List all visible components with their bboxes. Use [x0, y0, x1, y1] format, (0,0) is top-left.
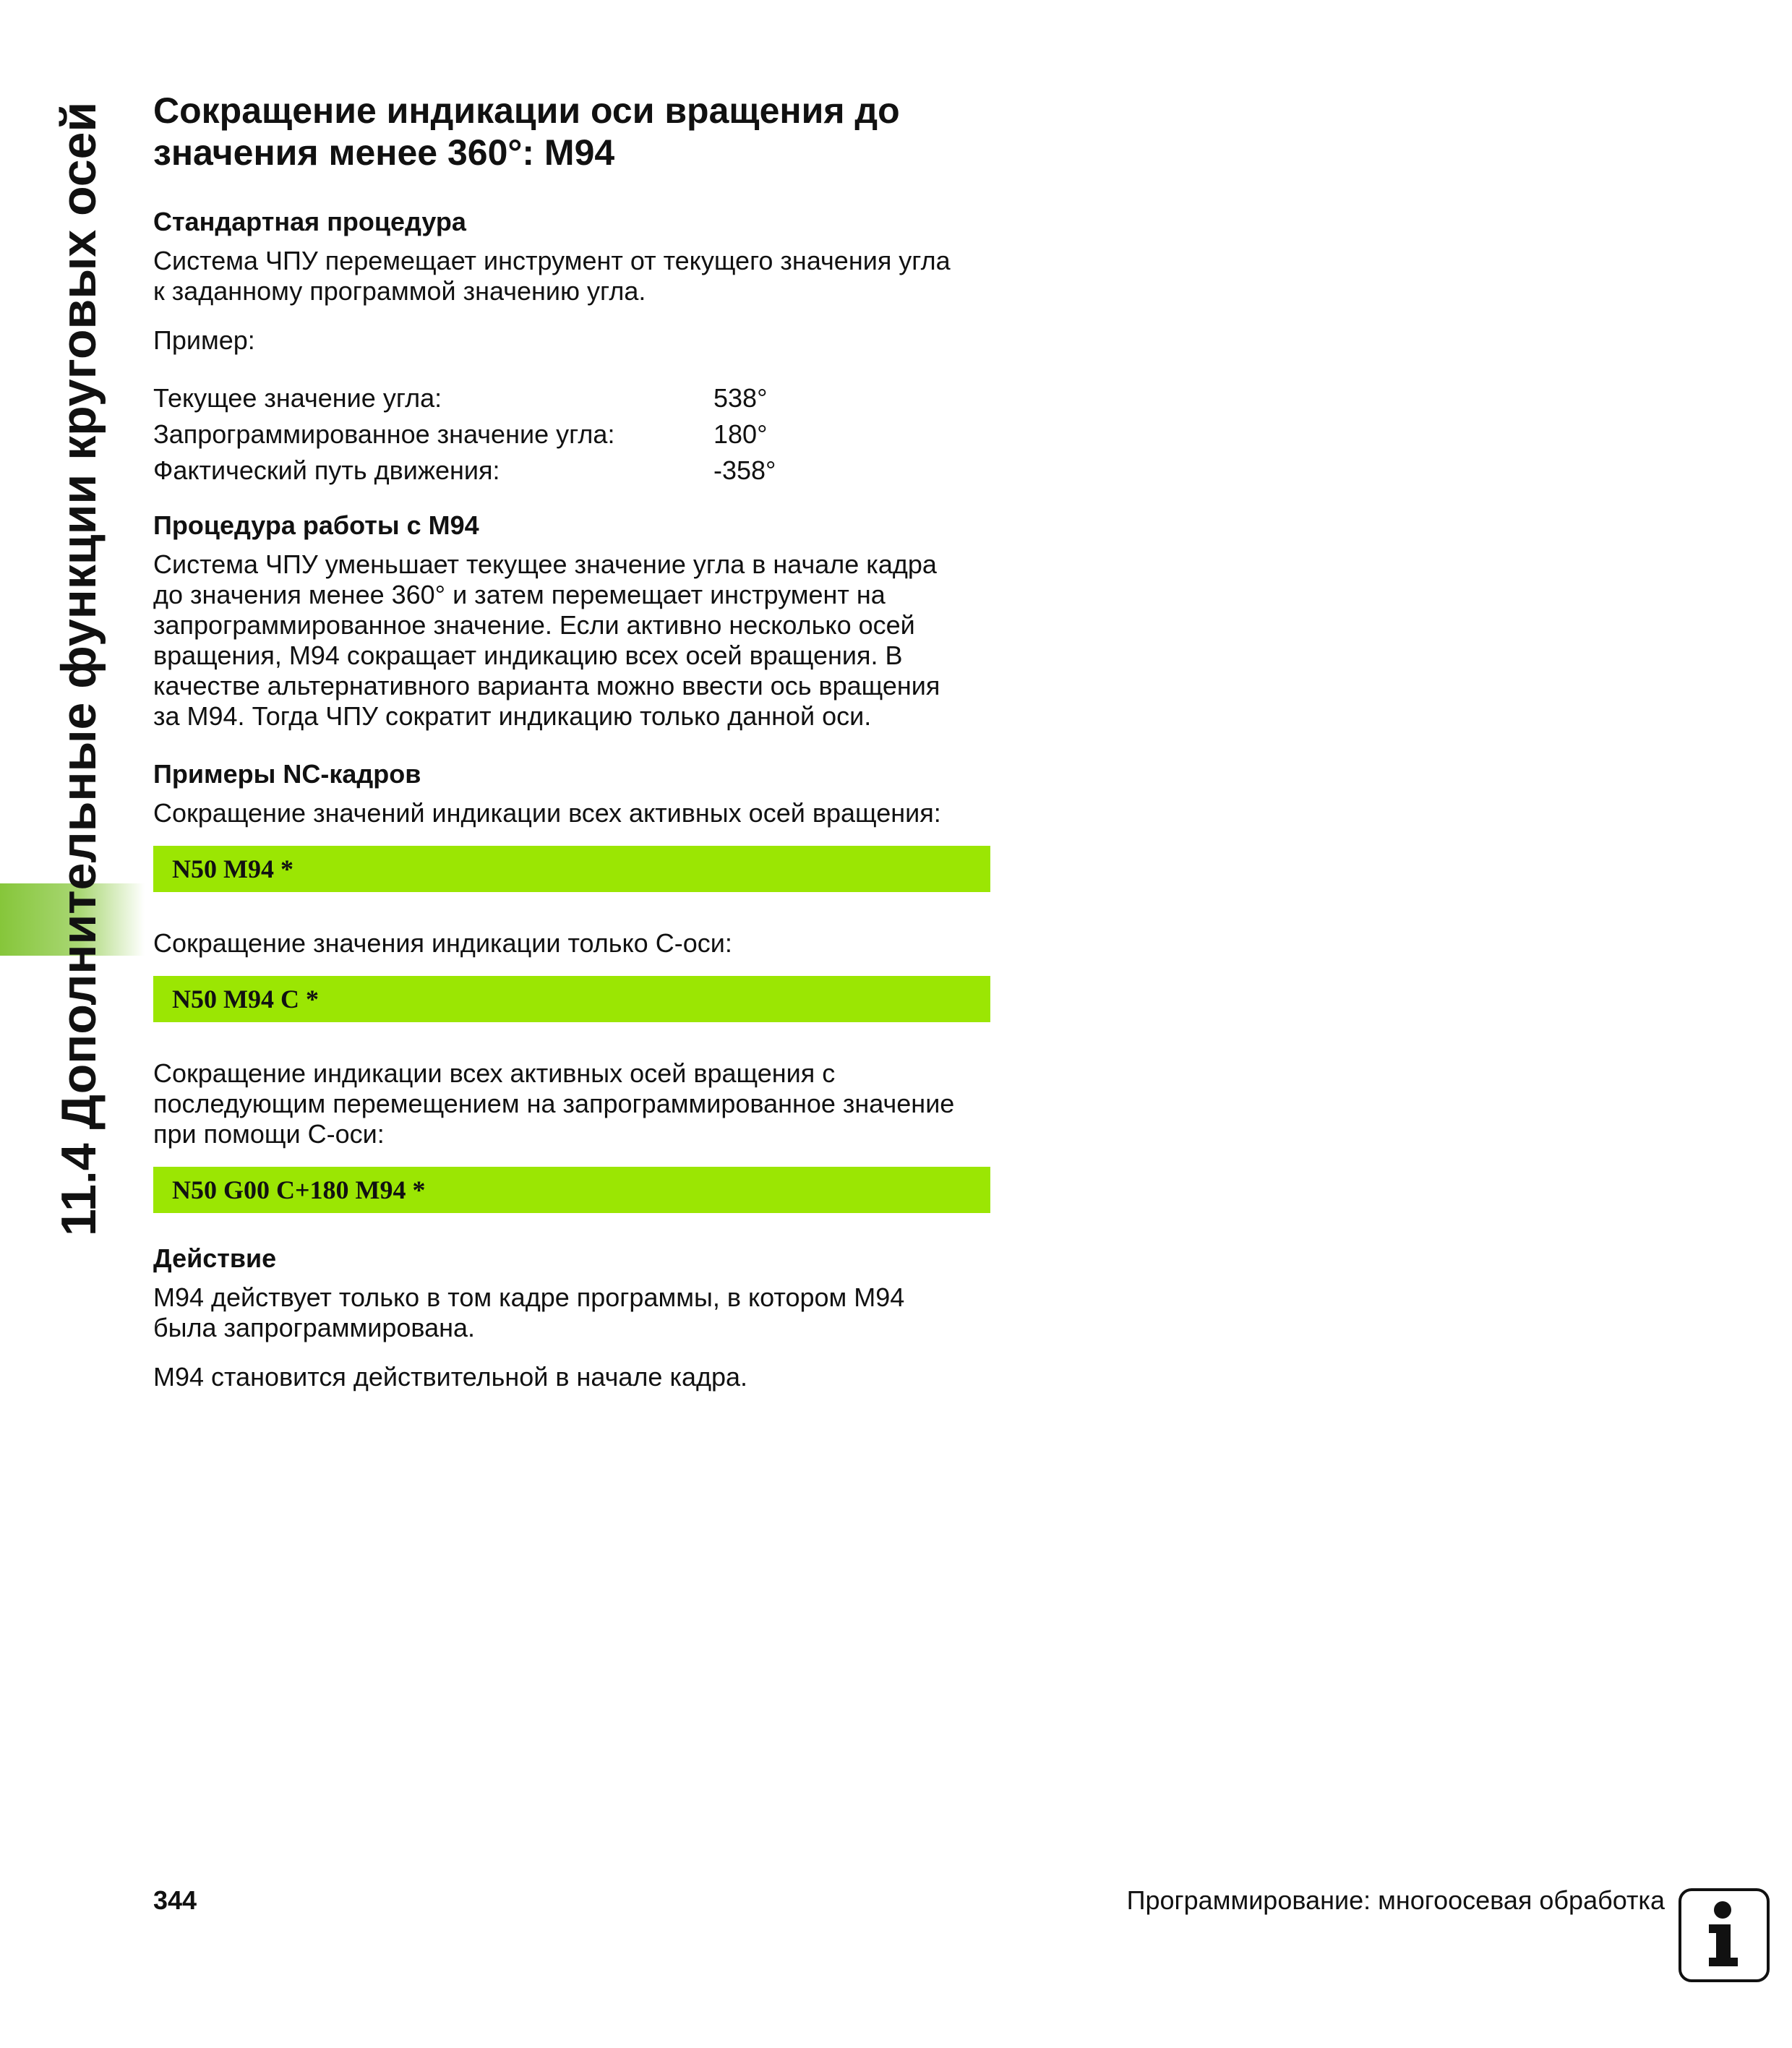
info-icon	[1679, 1888, 1770, 1982]
footer-chapter-title: Программирование: многоосевая обработка	[1126, 1885, 1665, 1915]
chapter-side-title: 11.4 Дополнительные функции круговых осей	[51, 101, 106, 1236]
page-number: 344	[153, 1885, 197, 1915]
page-title-line-2: значения менее 360°: M94	[153, 132, 615, 173]
example-row-value: 180°	[713, 419, 768, 449]
example-row	[153, 383, 768, 414]
section-heading-standard: Стандартная процедура	[153, 207, 466, 236]
example-row-label: Фактический путь движения:	[153, 455, 500, 485]
text-line: была запрограммирована.	[153, 1313, 476, 1342]
example-row-value: -358°	[713, 455, 776, 485]
info-glyph	[1681, 1891, 1767, 1979]
section-text-standard	[153, 246, 999, 307]
text-line: Сокращение индикации всех активных осей вращения с	[153, 1058, 836, 1088]
example-row-label: Запрограммированное значение угла:	[153, 419, 615, 449]
section-text-effect-2: M94 становится действительной в начале кадра.	[153, 1362, 748, 1392]
example-row	[153, 419, 768, 450]
text-line: при помощи C-оси:	[153, 1119, 385, 1149]
section-heading-effect: Действие	[153, 1243, 277, 1273]
text-line: качестве альтернативного варианта можно ввести ось вращения	[153, 671, 940, 700]
text-line: до значения менее 360° и затем перемещает инструмент на	[153, 580, 886, 609]
nc-example-description	[153, 1058, 999, 1149]
section-text-m94	[153, 549, 999, 732]
example-label: Пример:	[153, 325, 255, 355]
section-text-effect	[153, 1282, 999, 1343]
example-row-label: Текущее значение угла:	[153, 383, 442, 413]
nc-code-block: N50 G00 C+180 M94 *	[153, 1167, 990, 1213]
nc-code-block: N50 M94 *	[153, 846, 990, 892]
nc-code-block: N50 M94 C *	[153, 976, 990, 1022]
text-line: к заданному программой значению угла.	[153, 276, 646, 306]
text-line: Система ЧПУ уменьшает текущее значение угла в начале кадра	[153, 549, 937, 579]
page-title-line-1: Сокращение индикации оси вращения до	[153, 90, 900, 131]
nc-example-description: Сокращение значения индикации только C-оси:	[153, 928, 732, 958]
text-line: Система ЧПУ перемещает инструмент от текущего значения угла	[153, 246, 951, 275]
text-line: за M94. Тогда ЧПУ сократит индикацию только данной оси.	[153, 701, 872, 731]
section-heading-m94: Процедура работы с M94	[153, 510, 479, 540]
example-row	[153, 455, 776, 486]
example-row-value: 538°	[713, 383, 768, 413]
text-line: M94 действует только в том кадре программы, в котором M94	[153, 1282, 905, 1312]
text-line: вращения, M94 сокращает индикацию всех осей вращения. В	[153, 640, 903, 670]
text-line: последующим перемещением на запрограммированное значение	[153, 1089, 955, 1118]
text-line: запрограммированное значение. Если активно несколько осей	[153, 610, 915, 640]
section-heading-nc-examples: Примеры NC-кадров	[153, 759, 421, 789]
nc-example-description: Сокращение значений индикации всех активных осей вращения:	[153, 798, 941, 828]
page-title	[153, 90, 999, 173]
